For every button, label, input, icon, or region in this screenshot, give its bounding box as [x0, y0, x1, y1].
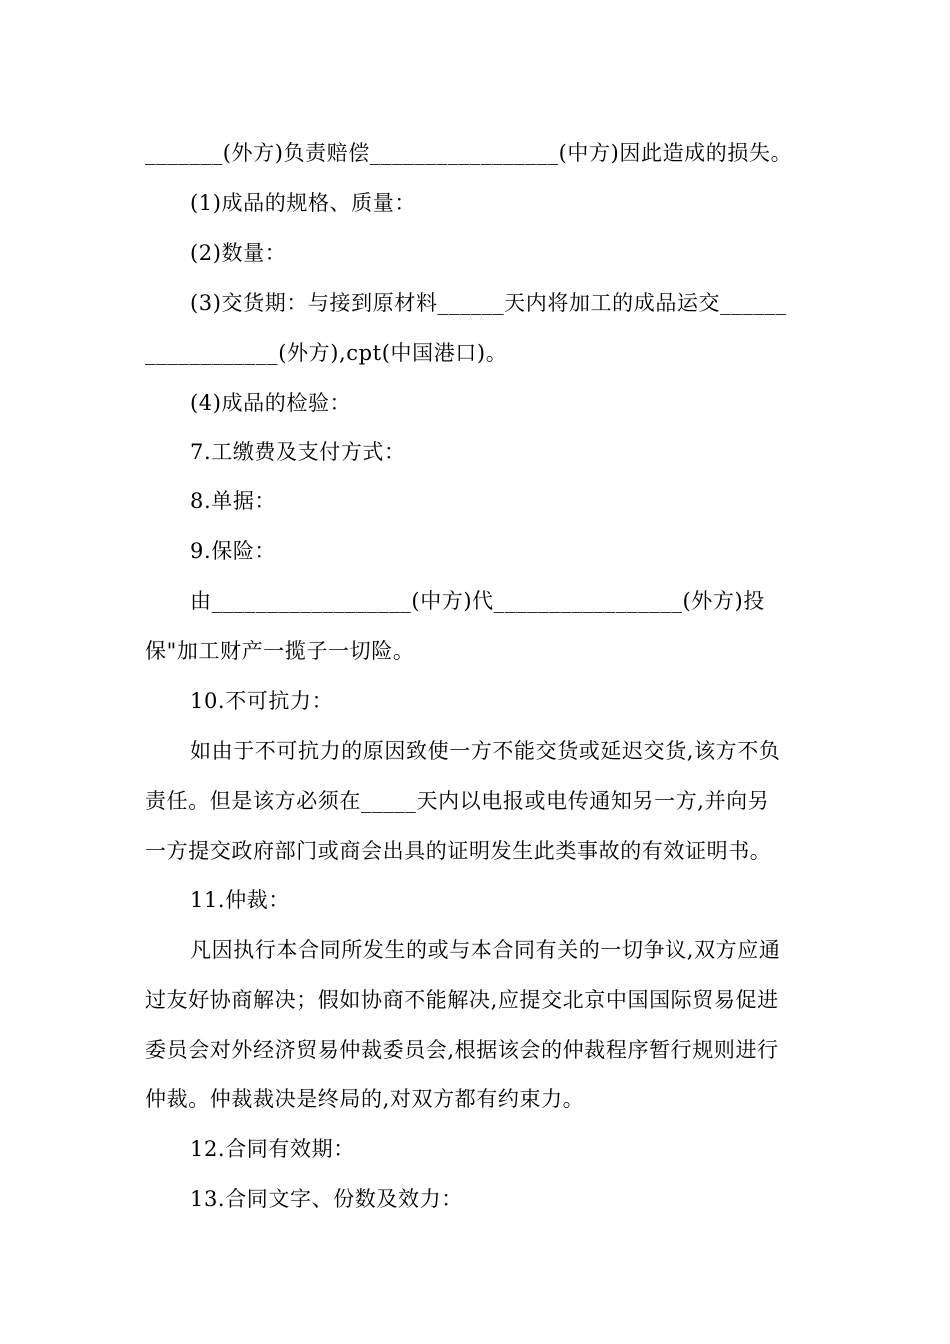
section-heading: 12.合同有效期：	[190, 1137, 355, 1161]
section-heading: 9.保险：	[190, 539, 277, 563]
paragraph-line: 仲裁。仲裁裁决是终局的,对双方都有约束力。	[145, 1087, 585, 1111]
paragraph-line: 过友好协商解决；假如协商不能解决,应提交北京中国国际贸易促进	[145, 988, 779, 1012]
paragraph-line: (3)交货期：与接到原材料______天内将加工的成品运交______	[190, 291, 787, 315]
section-heading: 7.工缴费及支付方式：	[190, 440, 406, 464]
paragraph-line: 一方提交政府部门或商会出具的证明发生此类事故的有效证明书。	[145, 839, 772, 863]
paragraph-line: (2)数量：	[190, 241, 287, 265]
paragraph-line: (1)成品的规格、质量：	[190, 191, 416, 215]
paragraph-line: 由__________________(中方)代_________________(外方)投	[190, 589, 765, 613]
paragraph-line: _______(外方)负责赔偿_________________(中方)因此造成的损失。	[145, 141, 793, 165]
paragraph-line: 委员会对外经济贸易仲裁委员会,根据该会的仲裁程序暂行规则进行	[145, 1038, 779, 1062]
paragraph-line: 凡因执行本合同所发生的或与本合同有关的一切争议,双方应通	[190, 938, 781, 962]
section-heading: 13.合同文字、份数及效力：	[190, 1187, 463, 1211]
section-heading: 11.仲裁：	[190, 888, 290, 912]
paragraph-line: 责任。但是该方必须在_____天内以电报或电传通知另一方,并向另	[145, 789, 770, 813]
section-heading: 8.单据：	[190, 489, 277, 513]
paragraph-line: (4)成品的检验：	[190, 391, 352, 415]
paragraph-line: 如由于不可抗力的原因致使一方不能交货或延迟交货,该方不负	[190, 739, 781, 763]
paragraph-line: ____________(外方),cpt(中国港口)。	[145, 341, 508, 365]
section-heading: 10.不可抗力：	[190, 689, 334, 713]
paragraph-line: 保"加工财产一揽子一切险。	[145, 639, 415, 663]
